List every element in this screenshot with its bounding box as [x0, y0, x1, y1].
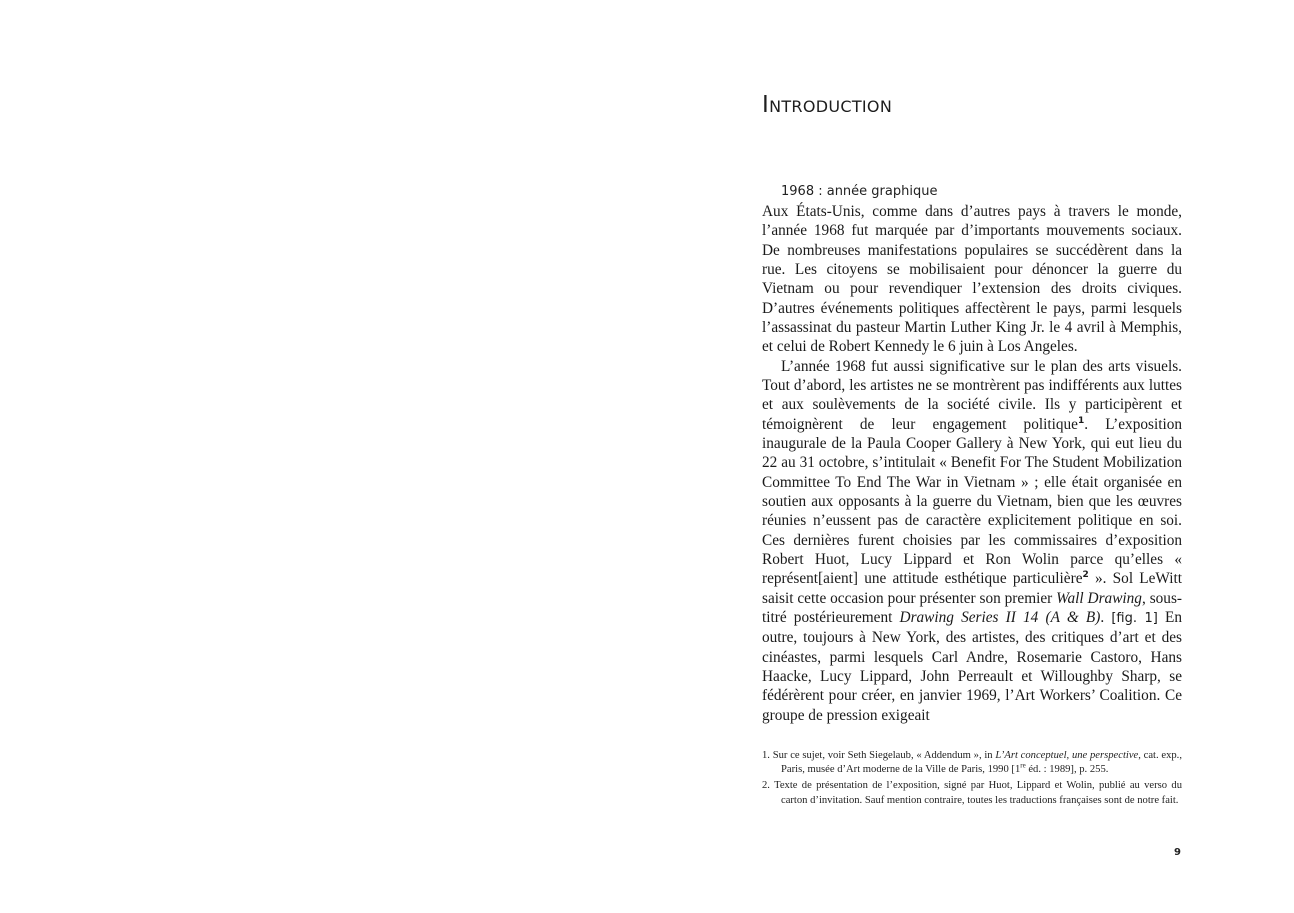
- footnote-1-number: 1.: [762, 750, 770, 761]
- footnote-ref-1[interactable]: 1: [1077, 415, 1085, 426]
- body-text: [762, 202, 1182, 725]
- paragraph-2: [762, 357, 1182, 725]
- footnote-1-title: L’Art conceptuel, une perspective: [995, 750, 1139, 761]
- p2-text-d: , sous-titré postérieurement: [762, 589, 1183, 626]
- footnote-1-text-a: Sur ce sujet, voir Seth Siegelaub, « Addendum », in: [772, 750, 996, 761]
- footnote-2-text: Texte de présentation de l’exposition, signé par Huot, Lippard et Wolin, publié au verso du carton d’invitation. Sauf mention contraire, toutes les traductions françaises sont de notre fait.: [774, 780, 1182, 806]
- work-title-drawing-series: Drawing Series II 14 (A & B): [899, 608, 1101, 626]
- footnote-1: [762, 749, 1182, 777]
- footnote-1-text-b: , cat. exp., Paris, musée d’Art moderne de la Ville de Paris, 1990 [1: [781, 750, 1182, 776]
- footnote-2-number: 2.: [762, 780, 770, 792]
- footnote-1-edition-sup: re: [1020, 761, 1026, 770]
- p2-text-b: . L’exposition inaugurale de la Paula Cooper Gallery à New York, qui eut lieu du 22 au 31 octobre, s’intitulait « Benefit For The Student Mobilization Committee To End The War in Vietnam » ; elle était organisée en soutien aux opposants à la guerre du Vietnam, bien que les œuvres réunies n’eussent pas de caractère explicitement politique en soi. Ces dernières furent choisies par les commissaires d’exposition Robert Huot, Lucy Lippard et Ron Wolin parce qu’elles « représent[aient] une attitude esthétique particulière: [762, 415, 1182, 588]
- footnotes: [762, 749, 1182, 810]
- section-heading: 1968 : année graphique: [781, 184, 938, 199]
- p2-text-e: .: [1100, 608, 1112, 626]
- p2-text-c: ». Sol LeWitt saisit cette occasion pour présenter son premier: [762, 570, 1183, 607]
- p2-text-a: L’année 1968 fut aussi significative sur le plan des arts visuels. Tout d’abord, les artistes ne se montrèrent pas indifférents aux luttes et aux soulèvements de la société civile. Ils y participèrent et témoignèrent de leur engagement politique: [762, 357, 1182, 433]
- work-title-wall-drawing: Wall Drawing: [1056, 589, 1142, 607]
- right-page: [647, 0, 1294, 913]
- footnote-ref-2[interactable]: 2: [1082, 570, 1089, 581]
- paragraph-1: Aux États-Unis, comme dans d’autres pays à travers le monde, l’année 1968 fut marquée par d’importants mouvements sociaux. De nombreuses manifestations populaires se succédèrent dans la rue. Les citoyens se mobilisaient pour dénoncer la guerre du Vietnam ou pour revendiquer l’extension des droits civiques. D’autres événements politiques affectèrent le pays, parmi lesquels l’assassinat du pasteur Martin Luther King Jr. le 4 avril à Memphis, et celui de Robert Kennedy le 6 juin à Los Angeles.: [762, 203, 1182, 356]
- chapter-title: Introduction: [762, 92, 893, 118]
- footnote-1-text-c: éd. : 1989], p. 255.: [1025, 764, 1109, 776]
- p2-text-f: En outre, toujours à New York, des artistes, des critiques d’art et des cinéastes, parmi lesquels Carl Andre, Rosemarie Castoro, Hans Haacke, Lucy Lippard, John Perreault et Willoughby Sharp, se fédérèrent pour créer, en janvier 1969, l’Art Workers’ Coalition. Ce groupe de pression exigeait: [762, 608, 1182, 724]
- figure-reference[interactable]: [fig. 1]: [1111, 610, 1158, 626]
- page-number: 9: [1174, 847, 1181, 858]
- footnote-2: [762, 779, 1182, 807]
